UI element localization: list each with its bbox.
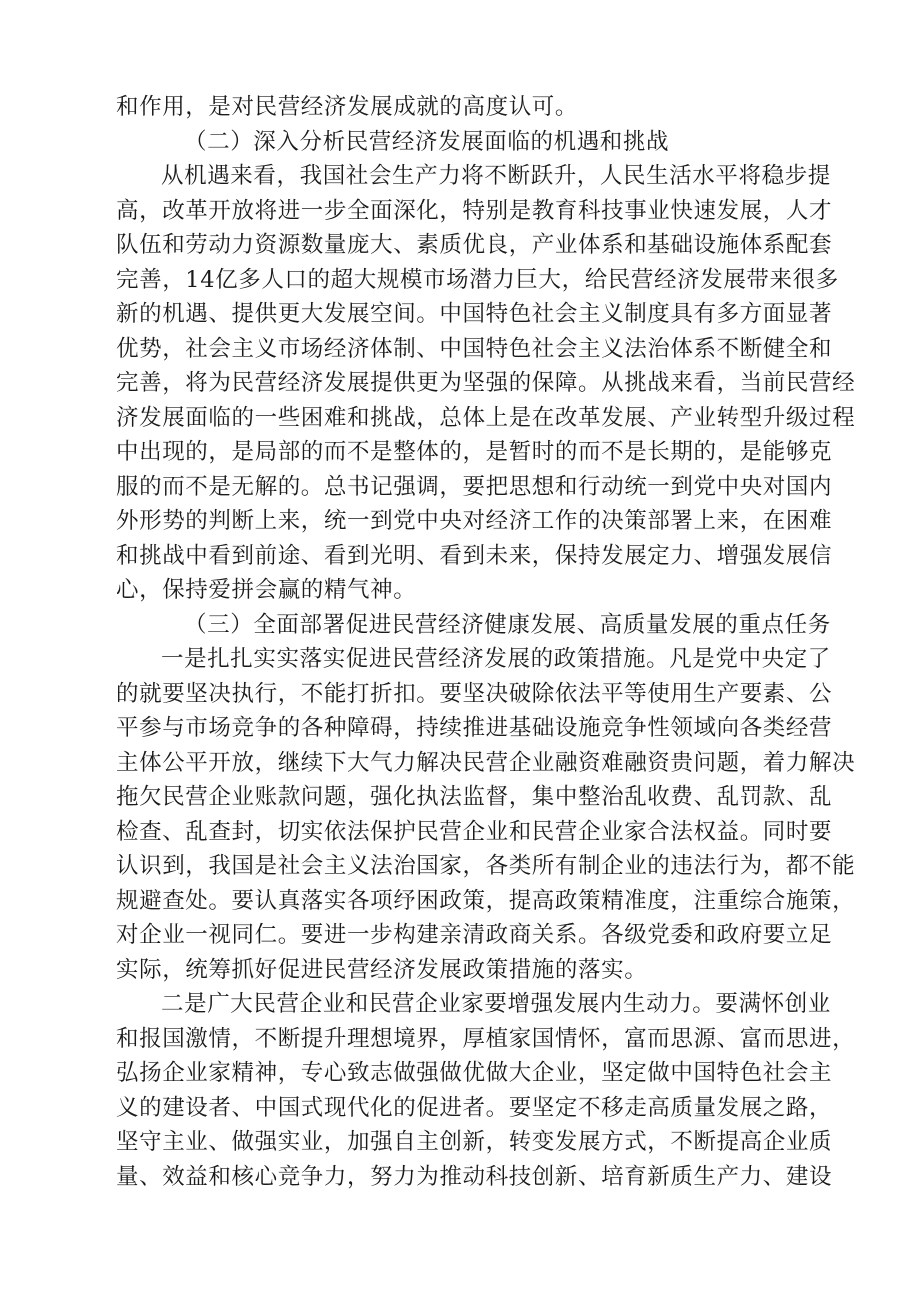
body-text-line: 对企业一视同仁。要进一步构建亲清政商关系。各级党委和政府要立足: [116, 922, 833, 948]
body-text-line: 量、效益和核心竞争力，努力为推动科技创新、培育新质生产力、建设: [116, 1163, 833, 1190]
body-text-line: 优势，社会主义市场经济体制、中国特色社会主义法治体系不断健全和: [116, 335, 833, 362]
body-text-line: 和报国激情，不断提升理想境界，厚植家国情怀，富而思源、富而思进，: [116, 1025, 856, 1052]
body-text-line: 坚守主业、做强实业，加强自主创新，转变发展方式，不断提高企业质: [116, 1129, 833, 1155]
paragraph-first-line: 二是广大民营企业和民营企业家要增强发展内生动力。要满怀创业: [161, 991, 831, 1017]
body-text-line: 济发展面临的一些困难和挑战，总体上是在改革发展、产业转型升级过程: [116, 404, 856, 431]
body-text-line: 的就要坚决执行，不能打折扣。要坚决破除依法平等使用生产要素、公: [116, 680, 833, 707]
paragraph-first-line: 一是扎扎实实落实促进民营经济发展的政策措施。凡是党中央定了: [161, 646, 831, 672]
body-text-line: 完善，将为民营经济发展提供更为坚强的保障。从挑战来看，当前民营经: [116, 370, 856, 396]
paragraph-last-line: 和作用，是对民营经济发展成就的高度认可。: [116, 94, 579, 120]
paragraph-first-line: 从机遇来看，我国社会生产力将不断跃升，人民生活水平将稳步提: [161, 163, 831, 189]
section-heading: （二）深入分析民营经济发展面临的机遇和挑战: [184, 128, 670, 155]
body-text-line: 完善，14亿多人口的超大规模市场潜力巨大，给民营经济发展带来很多: [116, 266, 839, 293]
body-text-line: 义的建设者、中国式现代化的促进者。要坚定不移走高质量发展之路，: [116, 1094, 833, 1121]
body-text-line: 主体公平开放，继续下大气力解决民营企业融资难融资贵问题，着力解决: [116, 749, 856, 776]
paragraph-last-line: 心，保持爱拼会赢的精气神。: [116, 577, 417, 603]
body-text-line: 外形势的判断上来，统一到党中央对经济工作的决策部署上来，在困难: [116, 508, 833, 534]
body-text-line: 新的机遇、提供更大发展空间。中国特色社会主义制度具有多方面显著: [116, 301, 833, 327]
body-text-line: 队伍和劳动力资源数量庞大、素质优良，产业体系和基础设施体系配套: [116, 232, 833, 258]
body-text-line: 中出现的，是局部的而不是整体的，是暂时的而不是长期的，是能够克: [116, 439, 833, 465]
body-text-line: 高，改革开放将进一步全面深化，特别是教育科技事业快速发展，人才: [116, 197, 833, 224]
body-text-line: 规避查处。要认真落实各项纾困政策，提高政策精准度，注重综合施策，: [116, 887, 856, 914]
document-body: [116, 90, 856, 1194]
body-text-line: 弘扬企业家精神，专心致志做强做优做大企业，坚定做中国特色社会主: [116, 1060, 833, 1086]
body-text-line: 拖欠民营企业账款问题，强化执法监督，集中整治乱收费、乱罚款、乱: [116, 784, 833, 810]
body-text-line: 服的而不是无解的。总书记强调，要把思想和行动统一到党中央对国内: [116, 473, 833, 500]
section-heading: （三）全面部署促进民营经济健康发展、高质量发展的重点任务: [184, 611, 831, 638]
body-text-line: 和挑战中看到前途、看到光明、看到未来，保持发展定力、增强发展信: [116, 542, 833, 569]
body-text-line: 认识到，我国是社会主义法治国家，各类所有制企业的违法行为，都不能: [116, 853, 856, 879]
body-text-line: 平参与市场竞争的各种障碍，持续推进基础设施竞争性领域向各类经营: [116, 715, 833, 741]
body-text-line: 检查、乱查封，切实依法保护民营企业和民营企业家合法权益。同时要: [116, 818, 833, 845]
paragraph-last-line: 实际，统筹抓好促进民营经济发展政策措施的落实。: [116, 956, 648, 983]
